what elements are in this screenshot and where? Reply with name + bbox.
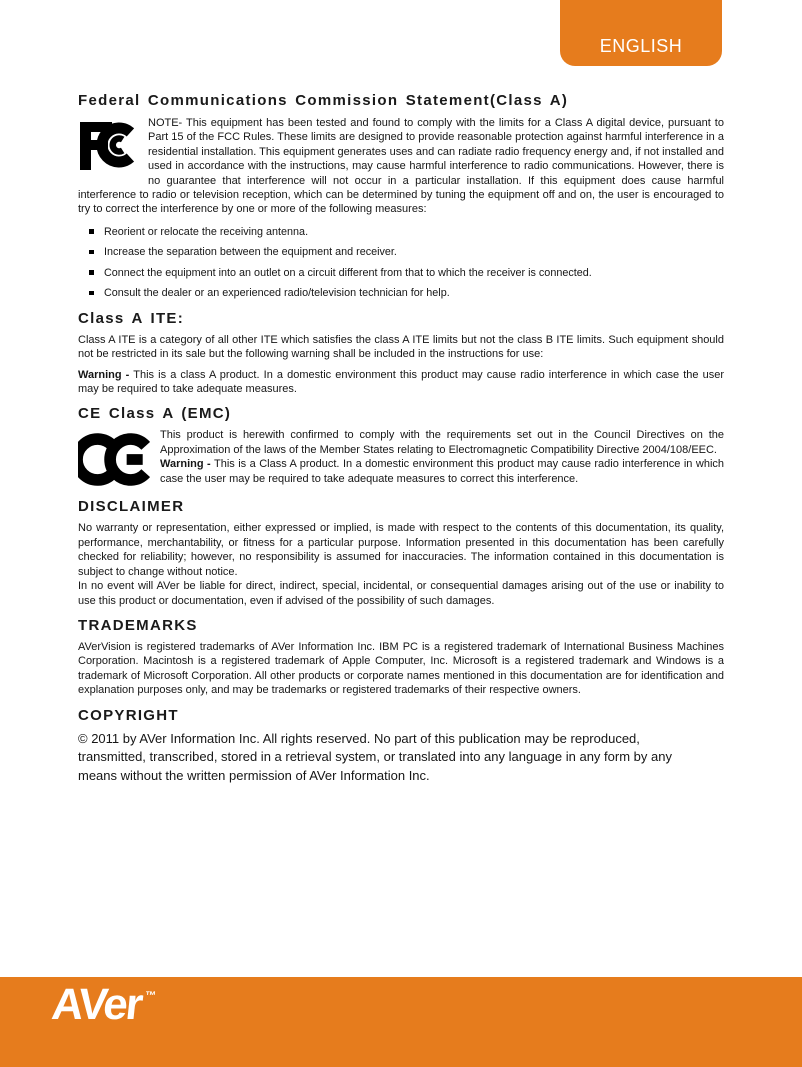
class-a-ite-warning	[78, 368, 724, 397]
warning-label: Warning -	[160, 458, 211, 471]
copyright-paragraph: © 2011 by AVer Information Inc. All rights reserved. No part of this publication may be reproduced, transmitted, transcribed, stored in a retrieval system, or translated into any language in any form by any means without the written permission of AVer Information Inc.	[78, 730, 672, 783]
class-a-ite-paragraph: Class A ITE is a category of all other ITE which satisfies the class A ITE limits but not the class B ITE limits. Such equipment should not be restricted in its sale but the following warning shall be included in the instructions for use:	[78, 333, 724, 361]
page-content	[78, 92, 724, 785]
fcc-measures-list	[78, 226, 724, 301]
trademarks-heading: TRADEMARKS	[78, 616, 198, 634]
footer-bar	[0, 977, 802, 1067]
ce-class-a-heading: CE Class A (EMC)	[78, 405, 232, 423]
aver-logo-text: AVer	[49, 980, 144, 1029]
list-item: Reorient or relocate the receiving antenna.	[104, 226, 724, 240]
ce-statement-block	[78, 428, 724, 489]
language-tab: ENGLISH	[560, 0, 722, 66]
copyright-heading: COPYRIGHT	[78, 706, 179, 724]
list-item: Increase the separation between the equipment and receiver.	[104, 246, 724, 260]
trademarks-paragraph: AVerVision is registered trademarks of AVer Information Inc. IBM PC is a registered trademark of International Business Machines Corporation. Macintosh is a registered trademark of Apple Computer, Inc. Microsoft is a registered trademark and Windows is a trademark of Microsoft Corporation. All other products or corporate names mentioned in this documentation are for identification and explanation purposes only, and may be trademarks or registered trademarks of their respective owners.	[78, 640, 724, 697]
disclaimer-paragraph-2: In no event will AVer be liable for direct, indirect, special, incidental, or consequential damages arising out of the use or inability to use this product or documentation, even if advised of the possibility of such damages.	[78, 580, 724, 607]
aver-logo	[49, 980, 157, 1029]
fcc-statement-block	[78, 116, 724, 217]
ce-paragraph	[78, 428, 724, 486]
disclaimer-paragraph-1: No warranty or representation, either expressed or implied, is made with respect to the contents of this documentation, its quality, performance, merchantability, or fitness for a particular purpose. Information presented in this documentation has been carefully checked for reliability; however, no responsibility is assumed for inaccuracies. The information contained in this documentation is subject to change without notice.	[78, 522, 724, 578]
list-item: Connect the equipment into an outlet on a circuit different from that to which the receiver is connected.	[104, 267, 724, 281]
fcc-statement-heading: Federal Communications Commission Statement(Class A)	[78, 92, 569, 109]
fcc-statement-paragraph: NOTE- This equipment has been tested and found to comply with the limits for a Class A digital device, pursuant to Part 15 of the FCC Rules. These limits are designed to provide reasonable protection against harmful interference in a residential installation. This equipment generates uses and can radiate radio frequency energy and, if not installed and used in accordance with the instructions, may cause harmful interference to radio communications. However, there is no guarantee that interference will not occur in a particular installation. If this equipment does cause harmful interference to radio or television reception, which can be determined by tuning the equipment off and on, the user is encouraged to try to correct the interference by one or more of the following measures:	[78, 117, 724, 216]
ce-logo-icon	[78, 430, 150, 489]
ce-body-text: This product is herewith confirmed to comply with the requirements set out in the Council Directives on the Approximation of the laws of the Member States relating to Electromagnetic Compatibility Directive 2004/108/EEC.	[160, 429, 724, 456]
warning-text: This is a Class A product. In a domestic environment this product may cause radio interference in which case the user may be required to take adequate measures to correct this interference.	[160, 458, 725, 485]
fcc-logo-icon	[78, 118, 140, 173]
disclaimer-heading: DISCLAIMER	[78, 498, 185, 516]
warning-text: This is a class A product. In a domestic environment this product may cause radio interference in which case the user may be required to take adequate measures.	[78, 368, 724, 396]
trademark-symbol: ™	[144, 990, 157, 1003]
class-a-ite-heading: Class A ITE:	[78, 309, 185, 327]
warning-label: Warning -	[78, 368, 130, 381]
list-item: Consult the dealer or an experienced radio/television technician for help.	[104, 287, 724, 301]
